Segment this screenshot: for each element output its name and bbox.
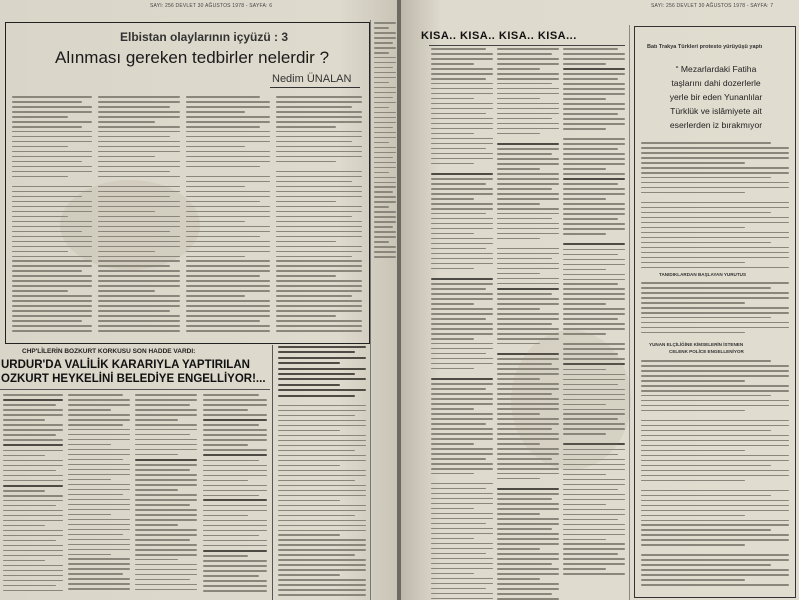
feature-headline: Alınması gereken tedbirler nelerdir ? bbox=[55, 48, 330, 67]
kisa-rule bbox=[429, 45, 625, 46]
paper-stain bbox=[60, 180, 200, 270]
feature-kicker: Elbistan olaylarının içyüzü : 3 bbox=[120, 30, 289, 44]
column-divider bbox=[629, 25, 630, 600]
story-strap: CHP'LİLERİN BOZKURT KORKUSU SON HADDE VARDI: bbox=[22, 348, 196, 355]
kisa-column-1 bbox=[431, 48, 493, 600]
story-headline-rule bbox=[0, 389, 270, 390]
sidebar-kicker: Batı Trakya Türkleri protesto yürüyüşü yaptı bbox=[647, 44, 763, 50]
story-column-1 bbox=[3, 394, 63, 600]
kisa-column-2 bbox=[497, 48, 559, 600]
sidebar-quote bbox=[641, 62, 791, 132]
page-header: SAYI: 256 DEVLET 30 AĞUSTOS 1978 - SAYFA: 7 bbox=[651, 3, 774, 9]
story-headline-line2: OZKURT HEYKELİNİ BELEDİYE ENGELLİYOR!... bbox=[1, 373, 266, 385]
quote-line-2: taşlarını dahi dozerlerle bbox=[671, 78, 761, 88]
page-header: SAYI: 256 DEVLET 30 AĞUSTOS 1978 - SAYFA: 6 bbox=[150, 3, 273, 9]
story-column-4 bbox=[203, 394, 267, 600]
sidebar-subhead-2-line1: YUNAN ELÇİLİĞİNE KİMSELERİN İSTENEN bbox=[649, 342, 744, 347]
story-headline-line1: URDUR'DA VALİLİK KARARIYLA YAPTIRILAN bbox=[1, 359, 250, 371]
quote-line-1: “ Mezarlardaki Fatiha bbox=[675, 64, 757, 74]
story-column-2 bbox=[68, 394, 130, 600]
paper-stain bbox=[511, 330, 631, 470]
sidebar-text-block-2 bbox=[641, 282, 789, 340]
quote-line-5: eserlerden iz bırakmıyor bbox=[669, 120, 763, 130]
left-newspaper-page bbox=[0, 0, 398, 600]
side-column bbox=[278, 346, 366, 600]
sidebar-text-block-1 bbox=[641, 142, 789, 272]
right-newspaper-page bbox=[401, 0, 799, 600]
feature-byline: Nedim ÜNALAN bbox=[272, 73, 352, 85]
byline-rule bbox=[270, 87, 360, 88]
sidebar-subhead-2-line2: CELENK POLİCE ENGELLENİYOR bbox=[669, 349, 744, 354]
sidebar-text-block-3 bbox=[641, 360, 789, 594]
quote-line-4: Türklük ve islâmiyete ait bbox=[670, 106, 762, 116]
sidebar-subhead-1: TANIDIKLARDAN BAŞLAYAN YURUTUS bbox=[659, 272, 747, 277]
story-column-3 bbox=[135, 394, 197, 600]
kisa-banner: KISA.. KISA.. KISA.. KISA... bbox=[421, 30, 577, 42]
feature-column-4 bbox=[276, 96, 362, 336]
quote-line-3: yerle bir eden Yunanlılar bbox=[669, 92, 763, 102]
kisa-column-3 bbox=[563, 48, 625, 600]
edge-column bbox=[374, 22, 396, 600]
column-divider bbox=[272, 345, 273, 600]
edge-column-divider bbox=[370, 20, 371, 600]
